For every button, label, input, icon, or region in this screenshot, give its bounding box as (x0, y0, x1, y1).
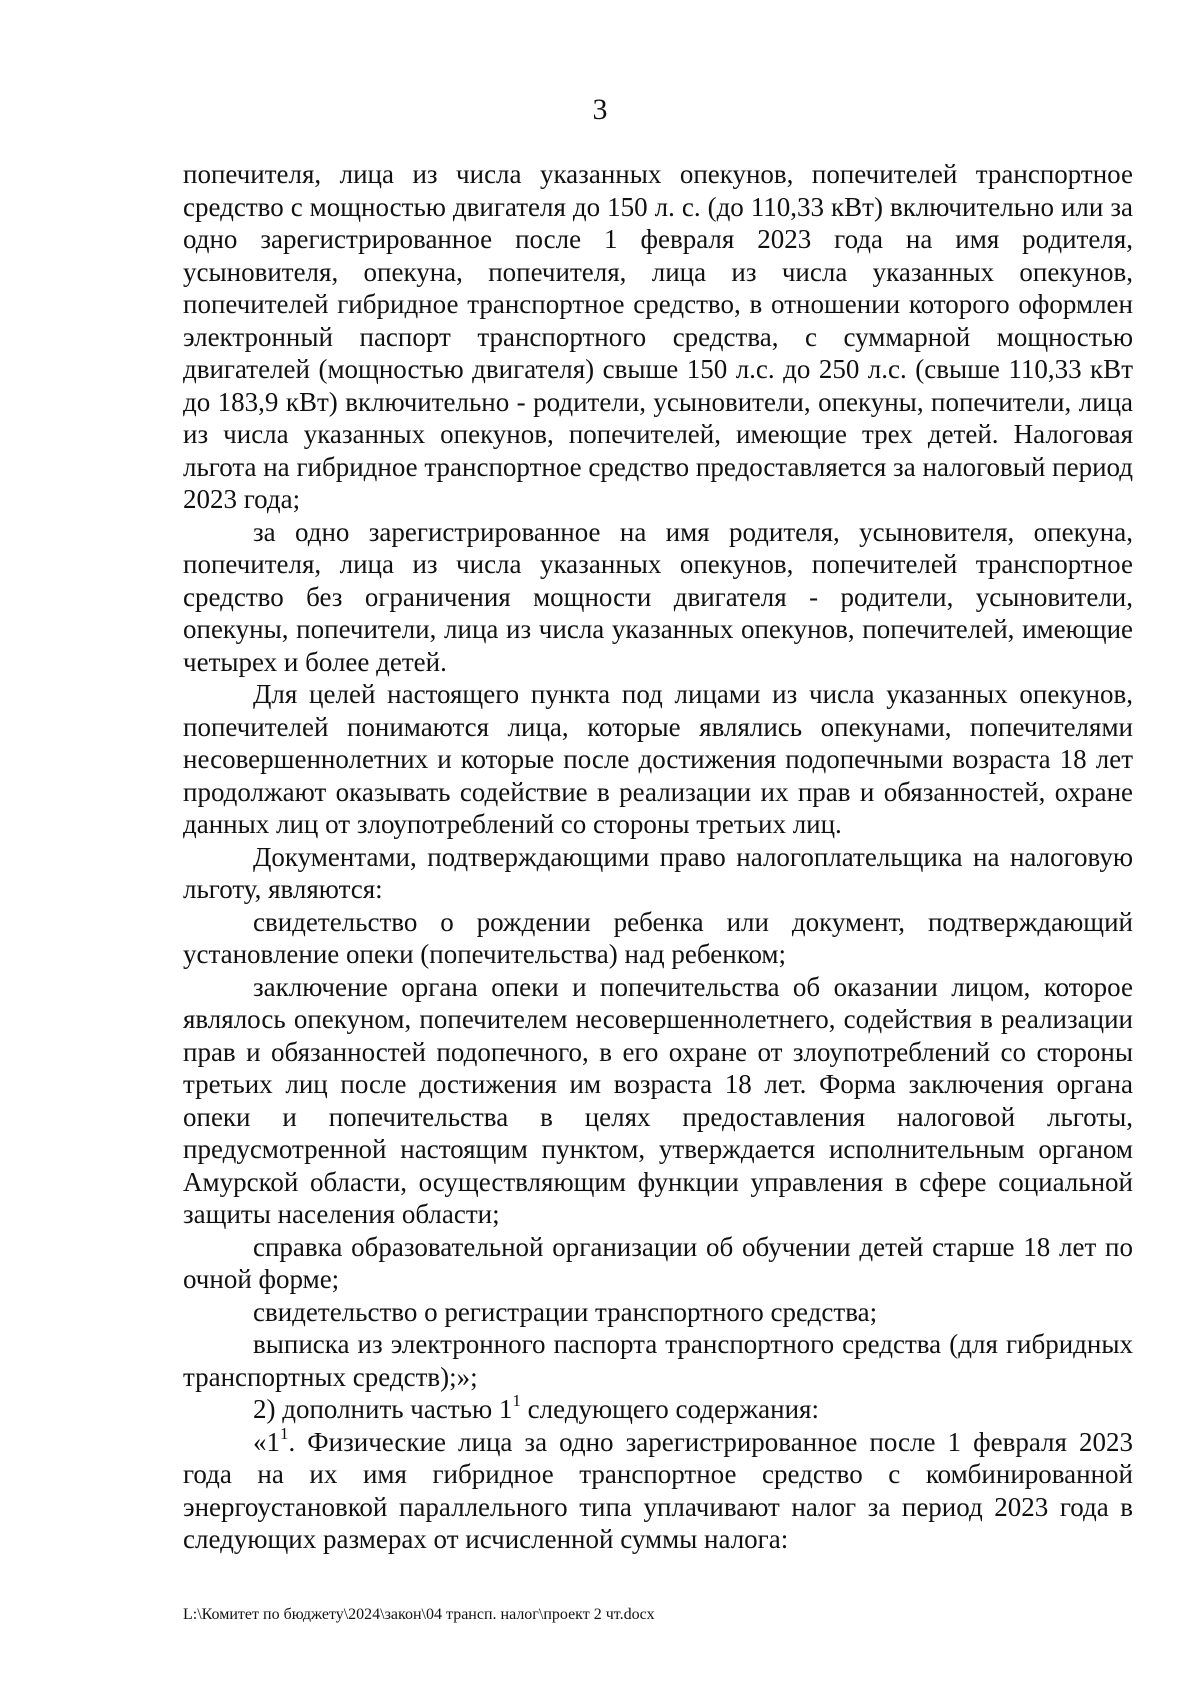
paragraph-guardians-definition: Для целей настоящего пункта под лицами из числа указанных опекунов, попечителей понимаются лица, которые являлись опекунами, попечителями несовершеннолетних и которые после достижения подопечными возраста 18 лет продолжают оказывать содействие в реализации их прав и обязанностей, охране данных лиц от злоупотреблений со стороны третьих лиц. (183, 679, 1133, 839)
paragraph-registration-certificate: свидетельство о регистрации транспортного средства; (253, 1296, 878, 1327)
paragraph-continuation: попечителя, лица из числа указанных опекунов, попечителей транспортное средство с мощностью двигателя до 150 л. с. (до 110,33 кВт) включительно или за одно зарегистрированное после 1 февраля 2023 года на имя родителя, усыновителя, опекуна, попечителя, лица из числа указанных опекунов, попечителей гибридное транспортное средство, в отношении которого оформлен электронный паспорт транспортного средства, с суммарной мощностью двигателей (мощностью двигателя) свыше 150 л.с. до 250 л.с. (свыше 110,33 кВт до 183,9 кВт) включительно - родители, усыновители, опекуны, попечители, лица из числа указанных опекунов, попечителей, имеющие трех детей. Налоговая льгота на гибридное транспортное средство предоставляется за налоговый период 2023 года; (183, 159, 1133, 514)
part-text-after: . Физические лица за одно зарегистрированное после 1 февраля 2023 года на их имя гибридное транспортное средство с комбинированной энергоустановкой параллельного типа уплачивают налог за период 2023 года в следующих размерах от исчисленной суммы налога: (183, 1426, 1133, 1554)
document-body (183, 158, 1133, 1556)
paragraph-four-children: за одно зарегистрированное на имя родителя, усыновителя, опекуна, попечителя, лица из числа указанных опекунов, попечителей транспортное средство без ограничения мощности двигателя - родители, усыновители, опекуны, попечители, лица из числа указанных опекунов, попечителей, имеющие четырех и более детей. (183, 516, 1133, 677)
paragraph-part-1-1 (183, 1423, 1133, 1556)
paragraph-guardianship-conclusion: заключение органа опеки и попечительства об оказании лицом, которое являлось опекуном, попечителем несовершеннолетнего, содействия в реализации прав и обязанностей подопечного, в его охране от злоупотреблений со стороны третьих лиц после достижения им возраста 18 лет. Форма заключения органа опеки и попечительства в целях предоставления налоговой льготы, предусмотренной настоящим пунктом, утверждается исполнительным органом Амурской области, осуществляющим функции управления в сфере социальной защиты населения области; (183, 971, 1133, 1229)
page-number: 3 (592, 93, 608, 126)
paragraph-birth-certificate: свидетельство о рождении ребенка или документ, подтверждающий установление опеки (попечительства) над ребенком; (183, 906, 1133, 969)
amendment-superscript: 1 (512, 1391, 521, 1410)
paragraph-amendment-item-2 (183, 1393, 1133, 1426)
paragraph-passport-extract: выписка из электронного паспорта транспортного средства (для гибридных транспортных средств);»; (183, 1329, 1133, 1392)
amendment-text-before: 2) дополнить частью 1 (253, 1394, 513, 1424)
paragraph-documents-intro: Документами, подтверждающими право налогоплательщика на налоговую льготу, являются: (183, 841, 1133, 904)
part-superscript: 1 (280, 1423, 289, 1443)
footer-file-path: L:\Комитет по бюджету\2024\закон\04 трансп. налог\проект 2 чт.docx (183, 1606, 655, 1623)
amendment-text-after: следующего содержания: (520, 1394, 819, 1424)
part-text-before: «1 (253, 1426, 280, 1457)
paragraph-education-certificate: справка образовательной организации об обучении детей старше 18 лет по очной форме; (183, 1231, 1133, 1294)
